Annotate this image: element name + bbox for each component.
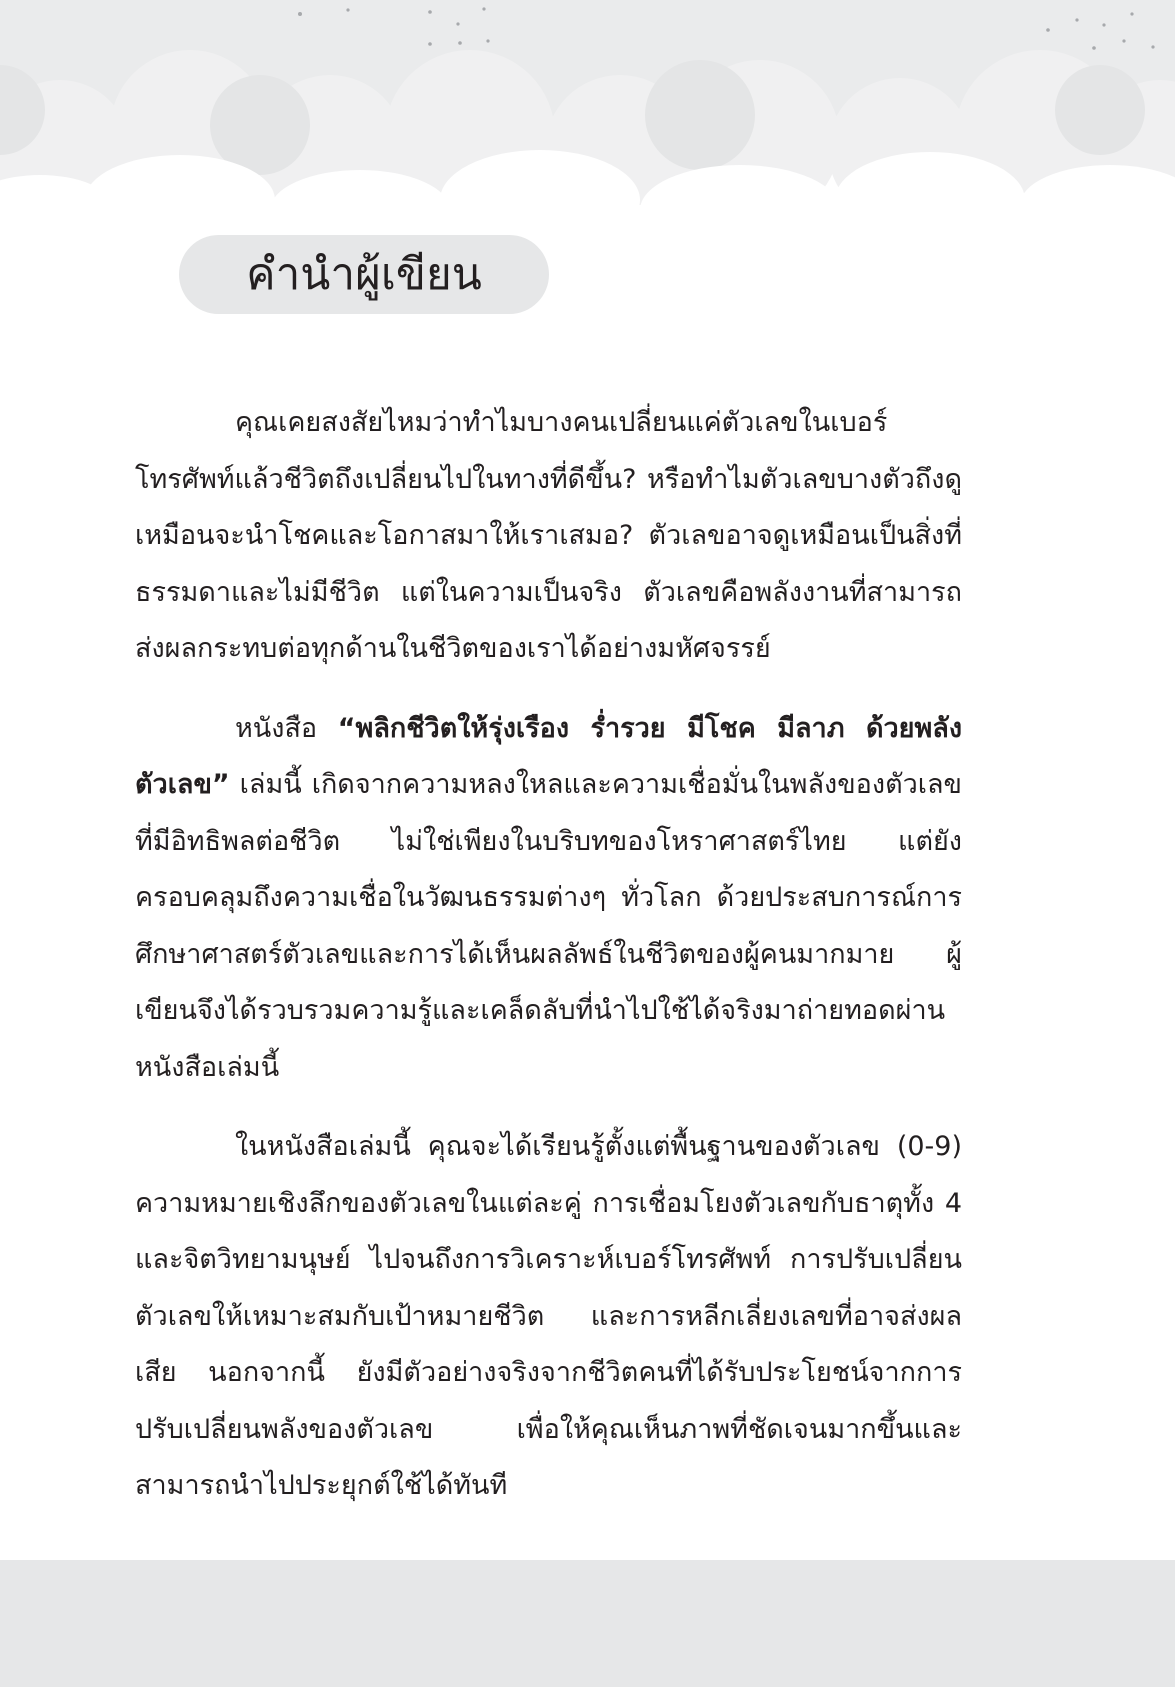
footer-band bbox=[0, 1560, 1175, 1687]
paragraph-2 bbox=[135, 701, 962, 1097]
title-banner bbox=[179, 235, 549, 314]
cloud-header-decoration bbox=[0, 0, 1175, 220]
book-title-emphasis: “พลิกชีวิตให้รุ่งเรือง ร่ำรวย มีโชค มีลาภ ด้วยพลังตัวเลข” bbox=[135, 712, 963, 800]
paragraph-2-text: เล่มนี้ เกิดจากความหลงใหลและความเชื่อมั่นในพลังของตัวเลขที่มีอิทธิพลต่อชีวิต ไม่ใช่เพียงในบริบทของโหราศาสตร์ไทย แต่ยังครอบคลุมถึงความเชื่อในวัฒนธรรมต่างๆ ทั่วโลก ด้วยประสบการณ์การศึกษาศาสตร์ตัวเลขและการได้เห็นผลลัพธ์ในชีวิตของผู้คนมากมาย ผู้เขียนจึงได้รวบรวมความรู้และเคล็ดลับที่นำไปใช้ได้จริงมาถ่ายทอดผ่านหนังสือเล่มนี้ bbox=[135, 769, 962, 1083]
preface-body bbox=[135, 395, 962, 1538]
paragraph-1 bbox=[135, 395, 962, 678]
paragraph-1-text: คุณเคยสงสัยไหมว่าทำไมบางคนเปลี่ยนแค่ตัวเลขในเบอร์โทรศัพท์แล้วชีวิตถึงเปลี่ยนไปในทางที่ดีขึ้น? หรือทำไมตัวเลขบางตัวถึงดูเหมือนจะนำโชคและโอกาสมาให้เราเสมอ? ตัวเลขอาจดูเหมือนเป็นสิ่งที่ธรรมดาและไม่มีชีวิต แต่ในความเป็นจริง ตัวเลขคือพลังงานที่สามารถส่งผลกระทบต่อทุกด้านในชีวิตของเราได้อย่างมหัศจรรย์ bbox=[135, 407, 962, 664]
page-title: คำนำผู้เขียน bbox=[246, 248, 482, 300]
paragraph-2-lead: หนังสือ bbox=[235, 712, 338, 744]
paragraph-3-text: ในหนังสือเล่มนี้ คุณจะได้เรียนรู้ตั้งแต่พื้นฐานของตัวเลข (0-9) ความหมายเชิงลึกของตัวเลขในแต่ละคู่ การเชื่อมโยงตัวเลขกับธาตุทั้ง 4 และจิตวิทยามนุษย์ ไปจนถึงการวิเคราะห์เบอร์โทรศัพท์ การปรับเปลี่ยนตัวเลขให้เหมาะสมกับเป้าหมายชีวิต และการหลีกเลี่ยงเลขที่อาจส่งผลเสีย นอกจากนี้ ยังมีตัวอย่างจริงจากชีวิตคนที่ได้รับประโยชน์จากการปรับเปลี่ยนพลังของตัวเลข เพื่อให้คุณเห็นภาพที่ชัดเจนมากขึ้นและสามารถนำไปประยุกต์ใช้ได้ทันที bbox=[135, 1131, 962, 1501]
paragraph-3 bbox=[135, 1119, 962, 1515]
